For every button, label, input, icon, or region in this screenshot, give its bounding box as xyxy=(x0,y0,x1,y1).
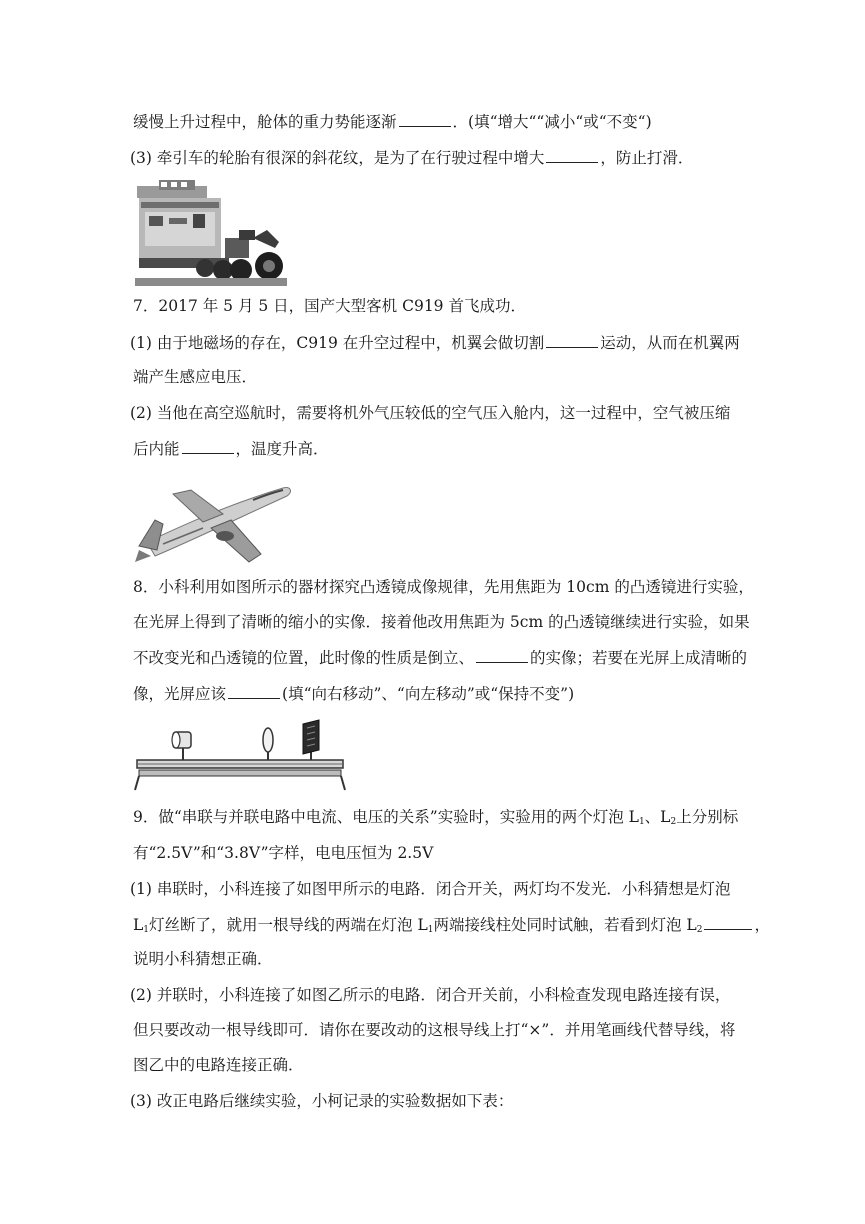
q7-text-1a: (1) 由于地磁场的存在，C919 在升空过程中，机翼会做切割 xyxy=(130,334,545,352)
q7-text-2b: 后内能 xyxy=(133,440,180,458)
q8-text-4b: (填“向右移动”、“向左移动”或“保持不变”) xyxy=(282,685,575,703)
q7-part2-line2 xyxy=(133,437,743,460)
q9-part1-line2 xyxy=(133,913,770,941)
q7-part1-line1 xyxy=(130,331,740,354)
q7-stem: 7．2017 年 5 月 5 日，国产大型客机 C919 首飞成功． xyxy=(133,297,526,315)
q9-part1-line3: 说明小科猜想正确． xyxy=(133,950,273,968)
q9-part2-line3: 图乙中的电路连接正确． xyxy=(133,1056,304,1074)
answer-blank xyxy=(704,913,752,930)
answer-blank xyxy=(476,646,528,663)
q8-line-3 xyxy=(133,646,748,669)
answer-blank xyxy=(546,146,598,163)
answer-blank xyxy=(546,331,598,348)
answer-blank xyxy=(399,110,451,127)
q7-part1-line2: 端产生感应电压． xyxy=(133,368,258,386)
q9-text-p1c: 两端接线柱处同时试触，若看到灯泡 L xyxy=(433,916,697,934)
q6-text-1a: 缓慢上升过程中，舱体的重力势能逐渐 xyxy=(133,113,397,131)
q7-text-1b: 运动，从而在机翼两 xyxy=(600,334,740,352)
q9-text-1b: 、L xyxy=(644,808,671,826)
q9-line-1 xyxy=(133,806,743,833)
q8-line-4 xyxy=(133,682,743,705)
q9-part2-line1: (2) 并联时，小科连接了如图乙所示的电路．闭合开关前，小科检查发现电路连接有误， xyxy=(130,986,731,1004)
q6-text-2a: (3) 牵引车的轮胎有很深的斜花纹，是为了在行驶过程中增大 xyxy=(130,149,545,167)
q9-sub-3: 1 xyxy=(143,925,150,935)
q6-text-2b: ，防止打滑． xyxy=(600,149,694,167)
tractor-photo xyxy=(135,178,287,286)
airplane-photo xyxy=(133,470,295,566)
q9-line-2: 有“2.5V”和“3.8V”字样，电电压恒为 2.5V xyxy=(133,844,434,862)
q6-line-2 xyxy=(130,146,740,169)
answer-blank xyxy=(228,682,280,699)
q7-part2-line1: (2) 当他在高空巡航时，需要将机外气压较低的空气压入舱内，这一过程中，空气被压缩 xyxy=(130,404,731,422)
q7-text-2c: ，温度升高． xyxy=(235,440,329,458)
q9-sub-4: 1 xyxy=(427,925,434,935)
q9-part1-line1: (1) 串联时，小科连接了如图甲所示的电路．闭合开关，两灯均不发光．小科猜想是灯泡 xyxy=(130,880,731,898)
q9-sub-5: 2 xyxy=(696,925,703,935)
q9-text-1c: 上分别标 xyxy=(676,808,739,826)
q8-line-1: 8．小科利用如图所示的器材探究凸透镜成像规律，先用焦距为 10cm 的凸透镜进行实验， xyxy=(133,578,754,596)
q8-text-3a: 不改变光和凸透镜的位置，此时像的性质是倒立、 xyxy=(133,649,475,667)
optical-bench-figure xyxy=(133,718,348,794)
q9-text-1a: 9．做“串联与并联电路中电流、电压的关系”实验时，实验用的两个灯泡 L xyxy=(133,808,639,826)
q8-line-2: 在光屏上得到了清晰的缩小的实像．接着他改用焦距为 5cm 的凸透镜继续进行实验，如果 xyxy=(133,613,750,631)
q8-text-3b: 的实像；若要在光屏上成清晰的 xyxy=(530,649,748,667)
q9-text-p1b: 灯丝断了，就用一根导线的两端在灯泡 L xyxy=(149,916,428,934)
q9-part3-line1: (3) 改正电路后继续实验，小柯记录的实验数据如下表： xyxy=(130,1092,514,1110)
q6-text-1b: ．(填“增大““减小“或“不变“) xyxy=(452,113,652,131)
answer-blank xyxy=(182,437,234,454)
q9-text-p1a: L xyxy=(133,916,144,934)
q9-sub-2: 2 xyxy=(670,817,677,827)
q6-line-1 xyxy=(133,110,743,133)
q9-part2-line2: 但只要改动一根导线即可．请你在要改动的这根导线上打“×”．并用笔画线代替导线，将 xyxy=(133,1021,736,1039)
q9-text-p1d: ， xyxy=(754,916,770,934)
q8-text-4a: 像，光屏应该 xyxy=(133,685,227,703)
q9-sub-1: 1 xyxy=(638,817,645,827)
